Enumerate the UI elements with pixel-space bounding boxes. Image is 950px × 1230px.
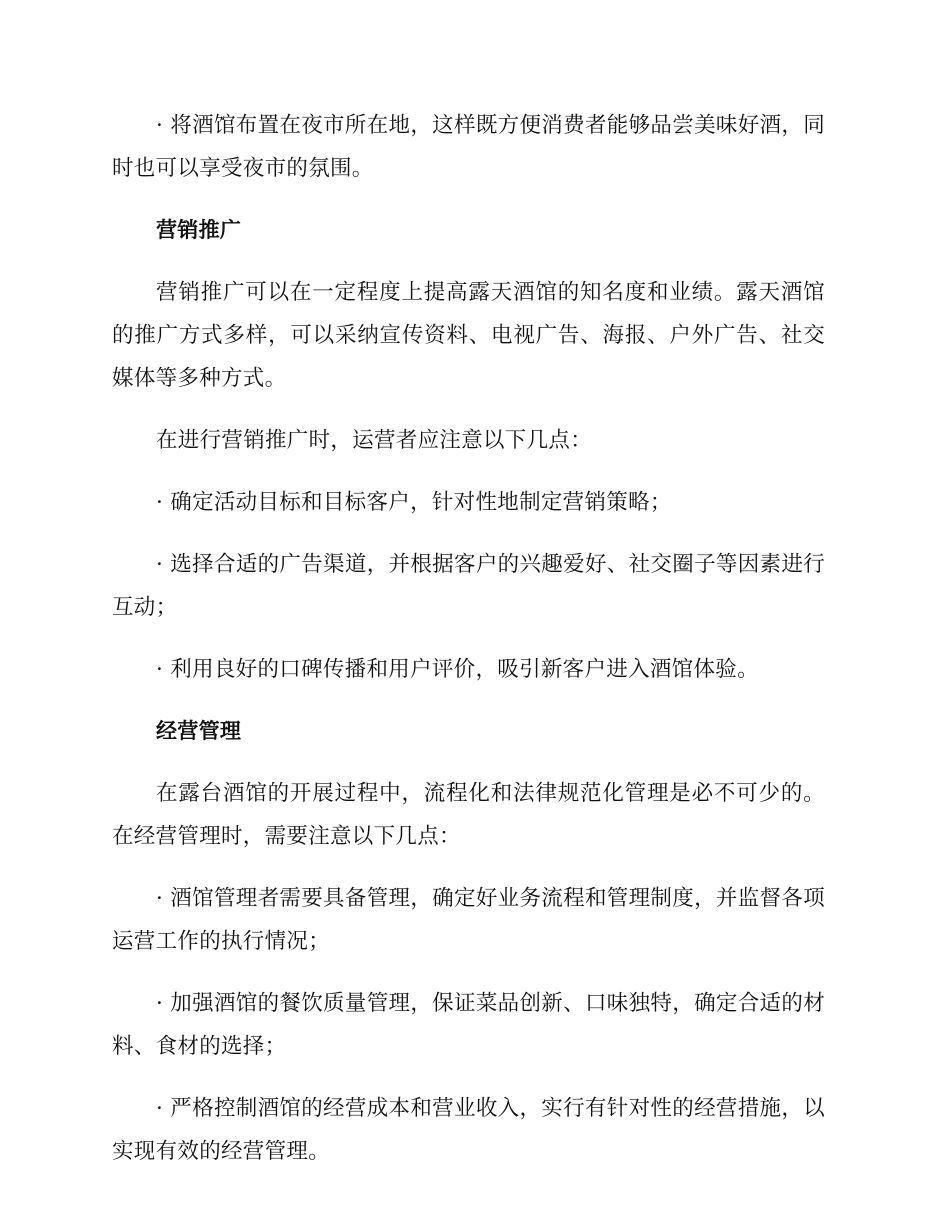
bullet-marketing-targets: · 确定活动目标和目标客户，针对性地制定营销策略；	[156, 490, 672, 515]
paragraph-marketing-intro: 营销推广可以在一定程度上提高露天酒馆的知名度和业绩。露天酒馆的推广方式多样，可以采纳宣传资料、电视广告、海报、户外广告、社交媒体等多种方式。	[112, 280, 825, 391]
document-page	[112, 104, 825, 1192]
section-heading-management: 经营管理	[156, 719, 242, 743]
bullet-marketing-channels: · 选择合适的广告渠道，并根据客户的兴趣爱好、社交圈子等因素进行互动；	[112, 552, 825, 620]
bullet-management-process: · 酒馆管理者需要具备管理，确定好业务流程和管理制度，并监督各项运营工作的执行情况；	[112, 886, 825, 954]
bullet-management-quality: · 加强酒馆的餐饮质量管理，保证菜品创新、口味独特，确定合适的材料、食材的选择；	[112, 991, 825, 1059]
paragraph-marketing-notes: 在进行营销推广时，运营者应注意以下几点：	[156, 428, 593, 453]
bullet-management-cost: · 严格控制酒馆的经营成本和营业收入，实行有针对性的经营措施，以实现有效的经营管理。	[112, 1096, 825, 1164]
section-heading-marketing: 营销推广	[156, 218, 242, 242]
paragraph-management-intro: 在露台酒馆的开展过程中，流程化和法律规范化管理是必不可少的。在经营管理时，需要注意以下几点：	[112, 781, 825, 849]
bullet-marketing-word-of-mouth: · 利用良好的口碑传播和用户评价，吸引新客户进入酒馆体验。	[156, 657, 759, 682]
bullet-night-market-location: · 将酒馆布置在夜市所在地，这样既方便消费者能够品尝美味好酒，同时也可以享受夜市的氛围。	[112, 113, 825, 181]
